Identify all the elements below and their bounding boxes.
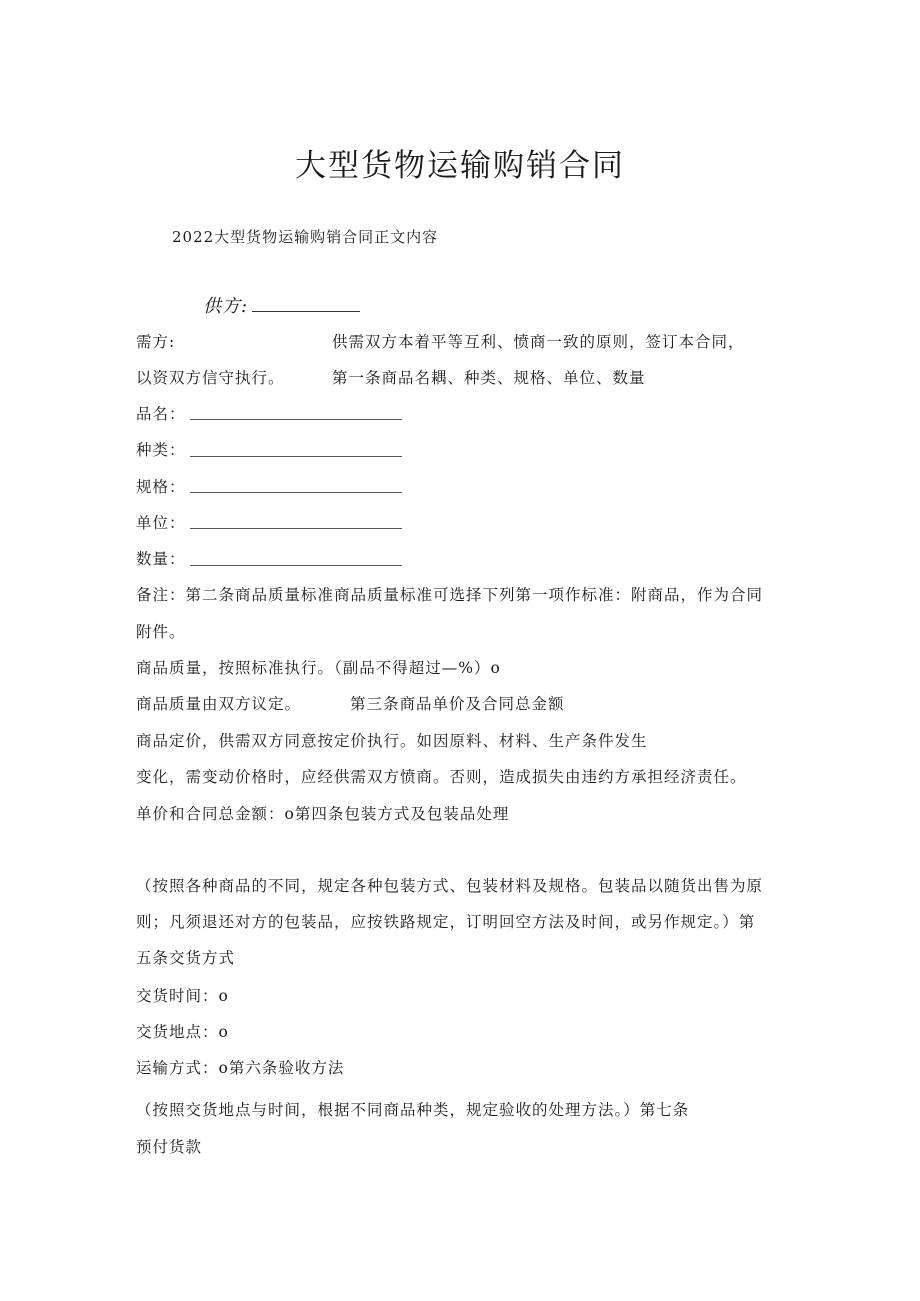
field-blank-unit[interactable]	[190, 527, 402, 529]
paragraph-packaging-3: 五条交货方式	[136, 949, 236, 967]
paragraph-packaging-2: 则；凡须退还对方的包装品，应按铁路规定，订明回空方法及时间，或另作规定。）第	[136, 913, 756, 931]
paragraph-quality-1: 商品质量，按照标准执行。（副品不得超过—%）o	[136, 659, 501, 677]
intro-text-2: 以资双方信守执行。	[136, 369, 285, 387]
field-label-unit: 单位：	[136, 514, 186, 532]
paragraph-delivery-place: 交货地点：o	[136, 1023, 229, 1041]
paragraph-prepayment: 预付货款	[136, 1138, 203, 1156]
paragraph-delivery-time: 交货时间：o	[136, 987, 229, 1005]
paragraph-quality-2: 商品质量由双方议定。	[136, 695, 302, 713]
paragraph-packaging-1: （按照各种商品的不同，规定各种包装方式、包装材料及规格。包装品以随货出售为原	[136, 877, 764, 895]
supplier-blank[interactable]	[252, 297, 360, 312]
field-blank-type[interactable]	[190, 455, 402, 457]
paragraph-remark-2: 附件。	[136, 623, 186, 641]
field-blank-qty[interactable]	[190, 564, 402, 566]
intro-text: 供需双方本着平等互利、愤商一致的原则，签订本合同，	[332, 333, 745, 351]
field-blank-name[interactable]	[190, 418, 402, 420]
paragraph-remark: 备注：第二条商品质量标准商品质量标准可选择下列第一项作标准：附商品，作为合同	[136, 586, 764, 604]
paragraph-transport: 运输方式：o第六条验收方法	[136, 1059, 345, 1077]
article-1-heading: 第一条商品名耦、种类、规格、单位、数量	[332, 369, 646, 387]
document-subtitle: 2022大型货物运输购销合同正文内容	[172, 228, 439, 246]
supplier-label: 供方:	[203, 296, 249, 317]
field-label-name: 品名：	[136, 405, 186, 423]
field-label-spec: 规格：	[136, 478, 186, 496]
paragraph-price-1: 商品定价，供需双方同意按定价执行。如因原料、材料、生产条件发生	[136, 732, 648, 750]
paragraph-inspection: （按照交货地点与时间，根据不同商品种类，规定验收的处理方法。）第七条	[136, 1101, 690, 1119]
supplier-line	[203, 292, 360, 318]
field-blank-spec[interactable]	[190, 491, 402, 493]
paragraph-price-3: 单价和合同总金额：o第四条包装方式及包装品处理	[136, 805, 510, 823]
article-3-heading: 第三条商品单价及合同总金额	[350, 695, 565, 713]
field-label-qty: 数量：	[136, 550, 186, 568]
document-title: 大型货物运输购销合同	[295, 148, 625, 184]
buyer-label: 需方:	[136, 333, 176, 351]
paragraph-price-2: 变化，需变动价格时，应经供需双方愤商。否则，造成损失由违约方承担经济责任。	[136, 768, 747, 786]
field-label-type: 种类：	[136, 441, 186, 459]
